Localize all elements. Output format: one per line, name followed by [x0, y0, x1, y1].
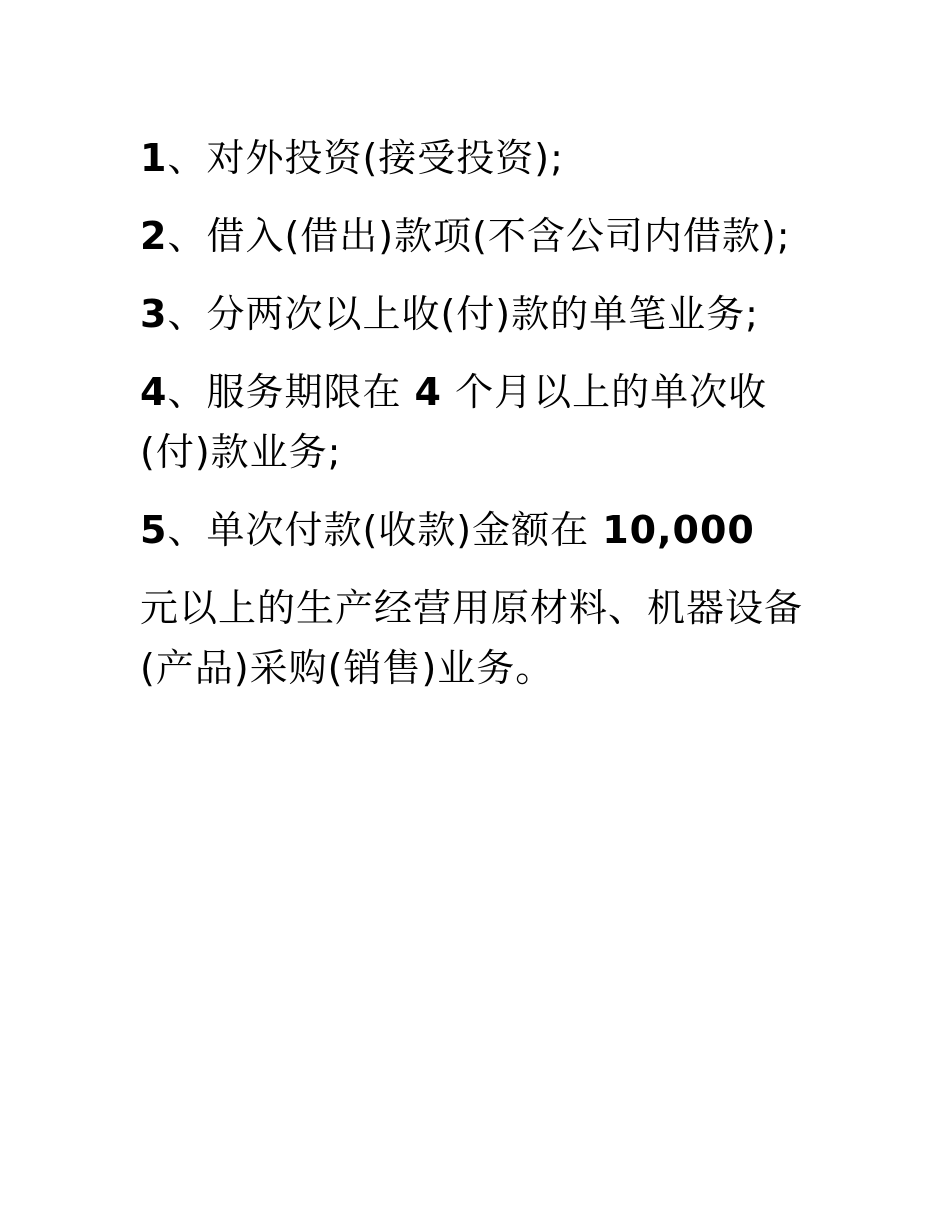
item-number: 3 — [140, 292, 168, 336]
item-number: 1 — [140, 136, 168, 180]
list-item-3 — [140, 284, 820, 344]
item-text: 、对外投资(接受投资); — [167, 136, 564, 180]
document-body — [140, 128, 820, 716]
item-number: 5 — [140, 508, 168, 552]
item-number: 4 — [140, 370, 168, 414]
item-number: 2 — [140, 214, 168, 258]
list-item-5 — [140, 500, 820, 560]
list-item-1 — [140, 128, 820, 188]
months-value: 4 — [414, 370, 442, 414]
continuation-text: 元以上的生产经营用原材料、机器设备(产品)采购(销售)业务。 — [140, 586, 804, 690]
amount-value: 10,000 — [602, 508, 755, 552]
item-text: 、借入(借出)款项(不含公司内借款); — [167, 214, 791, 258]
list-item-2 — [140, 206, 820, 266]
item-text: 个月以上的单次收(付)款业务; — [140, 370, 768, 474]
list-item-4 — [140, 362, 820, 482]
item-text: 、服务期限在 — [167, 370, 415, 414]
item-text: 、分两次以上收(付)款的单笔业务; — [167, 292, 759, 336]
item-text: 、单次付款(收款)金额在 — [167, 508, 603, 552]
